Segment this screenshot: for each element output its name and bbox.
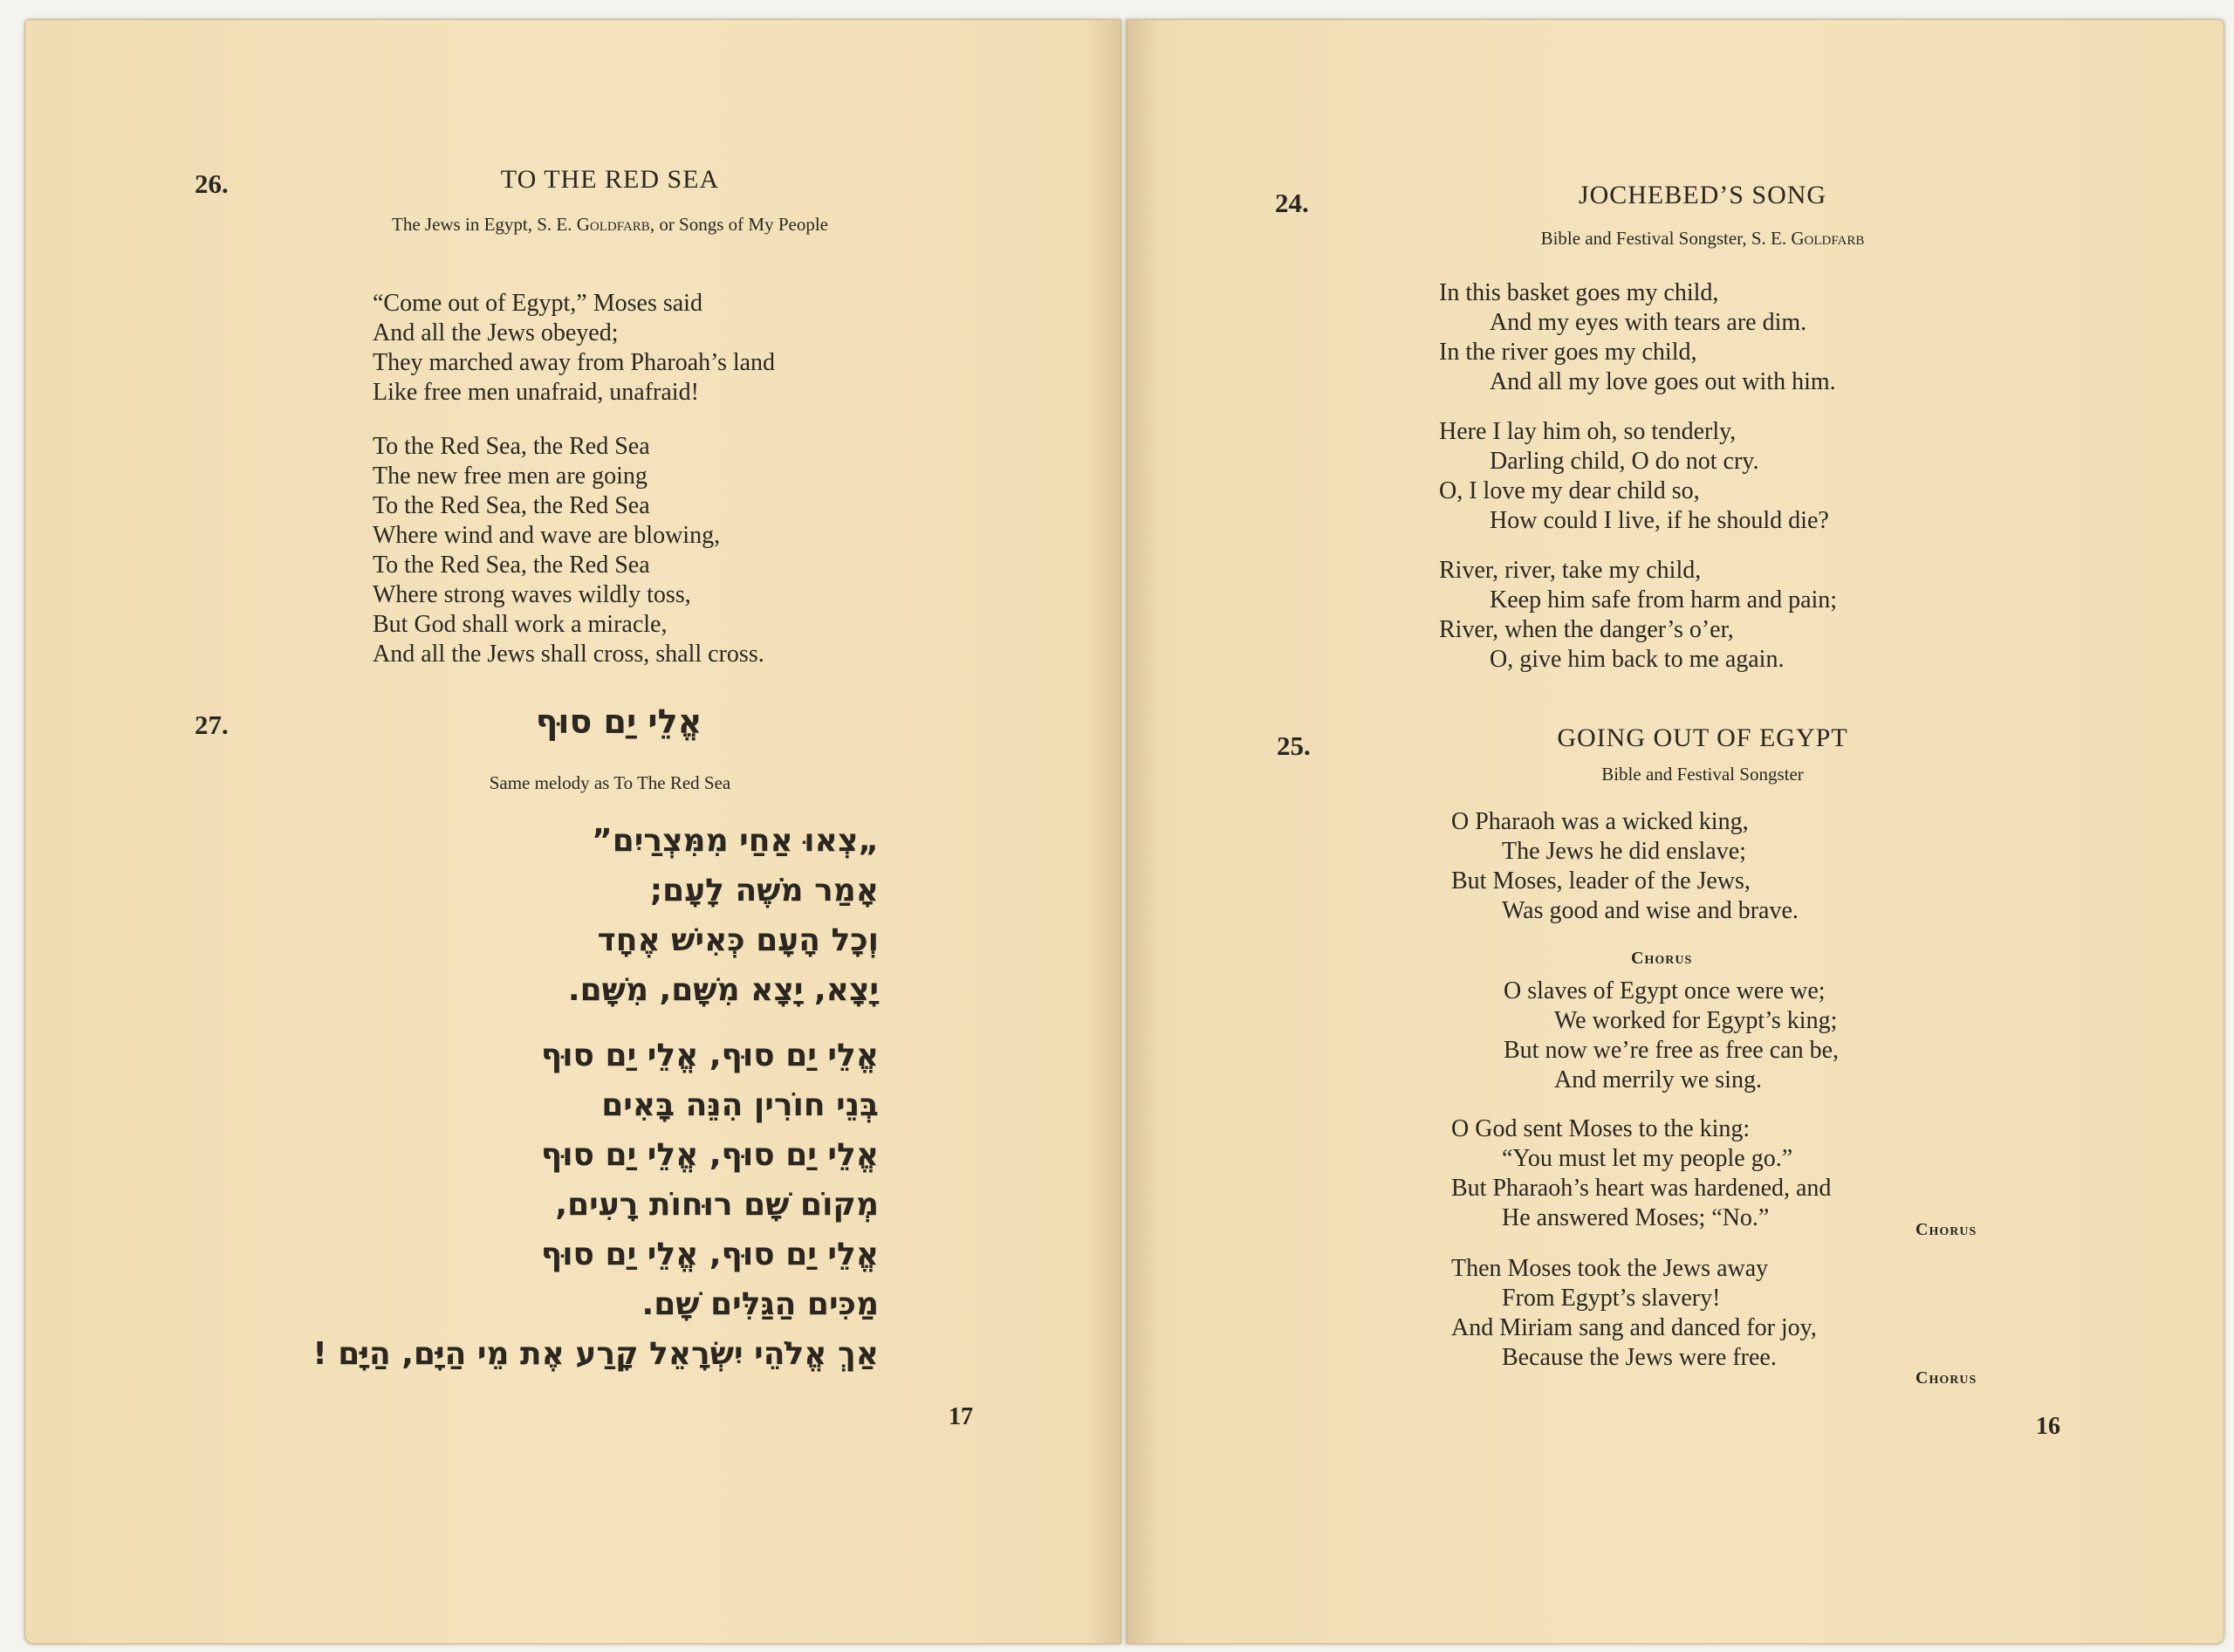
verse-line: To the Red Sea, the Red Sea [373,552,650,579]
song-25-title: GOING OUT OF EGYPT [1557,723,1848,752]
song-27-stanza-1 [322,816,879,1015]
verse-line: But God shall work a miracle, [373,611,668,638]
chorus-marker: Chorus [1915,1220,1977,1239]
verse-line: The new free men are going [373,463,648,490]
verse-line: Like free men unafraid, unafraid! [373,379,699,406]
verse-line: Darling child, O do not cry. [1490,448,1759,475]
song-25-stanza-2 [1451,1114,1831,1233]
verse-line: אֱלֵי יַם סוּף, אֱלֵי יַם סוּף [540,1137,879,1173]
song-27-stanza-2 [235,1031,879,1379]
song-25-source: Bible and Festival Songster [1601,764,1804,785]
chorus-heading: Chorus [1631,949,1693,968]
verse-line: Here I lay him oh, so tenderly, [1439,418,1737,445]
song-24-stanza-3 [1439,556,1837,675]
song-24-stanza-2 [1439,417,1829,536]
verse-line: And all my love goes out with him. [1490,368,1836,395]
verse-line: וְכָל הָעָם כְּאִישׁ אֶחָד [597,922,879,958]
verse-line: But now we’re free as free can be, [1504,1037,1840,1064]
song-24-stanza-1 [1439,278,1836,397]
verse-line: In the river goes my child, [1439,339,1697,366]
song-25-stanza-1 [1451,807,1799,926]
verse-line: Was good and wise and brave. [1502,897,1799,924]
verse-line: Then Moses took the Jews away [1451,1255,1769,1282]
verse-line: They marched away from Pharoah’s land [373,349,776,376]
verse-line: מַכִּים הַגַּלִּים שָׁם. [641,1286,879,1322]
song-27-number: 27. [195,709,229,740]
song-24-source: Bible and Festival Songster, S. E. Goldfarb [1540,228,1865,249]
verse-line: And all the Jews shall cross, shall cross. [373,641,764,668]
verse-line: And Miriam sang and danced for joy, [1451,1314,1817,1341]
verse-line: אַךְ אֱלֹהֵי יִשְׂרָאֵל קָרַע אֶת מֵי הַיָּם, הַיָּם ! [312,1336,879,1372]
verse-line: But Pharaoh’s heart was hardened, and [1451,1175,1832,1202]
verse-line: The Jews he did enslave; [1502,838,1746,865]
song-24-title: JOCHEBED’S SONG [1578,181,1827,209]
verse-line: He answered Moses; “No.” [1502,1204,1770,1231]
song-27-subtitle: Same melody as To The Red Sea [489,772,731,793]
page-number-17: 17 [949,1403,973,1430]
song-26-title: TO THE RED SEA [500,165,720,194]
verse-line: To the Red Sea, the Red Sea [373,433,650,460]
verse-line: O, give him back to me again. [1490,646,1785,673]
verse-line: בְּנֵי חוֹרִין הִנֵּה בָּאִים [601,1087,879,1123]
verse-line: O Pharaoh was a wicked king, [1451,808,1749,835]
song-26-stanza-1 [373,289,775,408]
song-25-number: 25. [1277,730,1311,761]
verse-line: O slaves of Egypt once were we; [1504,977,1826,1004]
verse-line: To the Red Sea, the Red Sea [373,492,650,519]
verse-line: „צְאוּ אַחַי מִמִּצְרַיִם” [592,823,879,859]
chorus-marker: Chorus [1915,1368,1977,1388]
song-24-number: 24. [1275,188,1309,218]
verse-line: “Come out of Egypt,” Moses said [373,290,702,317]
verse-line: Where wind and wave are blowing, [373,522,721,549]
verse-line: In this basket goes my child, [1439,279,1719,306]
verse-line: Because the Jews were free. [1502,1344,1777,1371]
song-26-stanza-2 [373,432,764,669]
verse-line: “You must let my people go.” [1502,1145,1793,1172]
verse-line: From Egypt’s slavery! [1502,1285,1721,1312]
verse-line: אֱלֵי יַם סוּף, אֱלֵי יַם סוּף [540,1038,879,1073]
song-26-number: 26. [195,168,229,199]
gutter-shadow [1086,20,1120,1643]
verse-line: And my eyes with tears are dim. [1490,309,1807,336]
verse-line: אֱלֵי יַם סוּף, אֱלֵי יַם סוּף [540,1237,879,1272]
verse-line: O, I love my dear child so, [1439,477,1700,504]
verse-line: But Moses, leader of the Jews, [1451,867,1751,895]
gutter-shadow [1127,20,1162,1643]
left-page [24,19,1121,1644]
song-26-source: The Jews in Egypt, S. E. Goldfarb, or Songs of My People [392,214,828,235]
verse-line: מְקוֹם שָׁם רוּחוֹת רָעִים, [555,1187,879,1223]
verse-line: O God sent Moses to the king: [1451,1115,1751,1142]
song-25-stanza-3 [1451,1254,1817,1373]
verse-line: How could I live, if he should die? [1490,507,1829,534]
page-number-16: 16 [2036,1413,2060,1440]
verse-line: Keep him safe from harm and pain; [1490,586,1838,614]
verse-line: And merrily we sing. [1554,1066,1762,1093]
verse-line: יָצָא, יָצָא מִשָּׁם, מִשָּׁם. [567,972,879,1008]
verse-line: And all the Jews obeyed; [373,319,619,346]
song-25-chorus [1504,977,1839,1095]
verse-line: Where strong waves wildly toss, [373,581,691,608]
verse-line: River, river, take my child, [1439,557,1702,584]
verse-line: River, when the danger’s o’er, [1439,616,1734,643]
verse-line: אָמַר מֹשֶׁה לָעָם; [649,873,879,908]
verse-line: We worked for Egypt’s king; [1554,1007,1838,1034]
right-page [1126,19,2224,1644]
song-27-title: אֱלֵי יַם סוּף [535,703,702,741]
